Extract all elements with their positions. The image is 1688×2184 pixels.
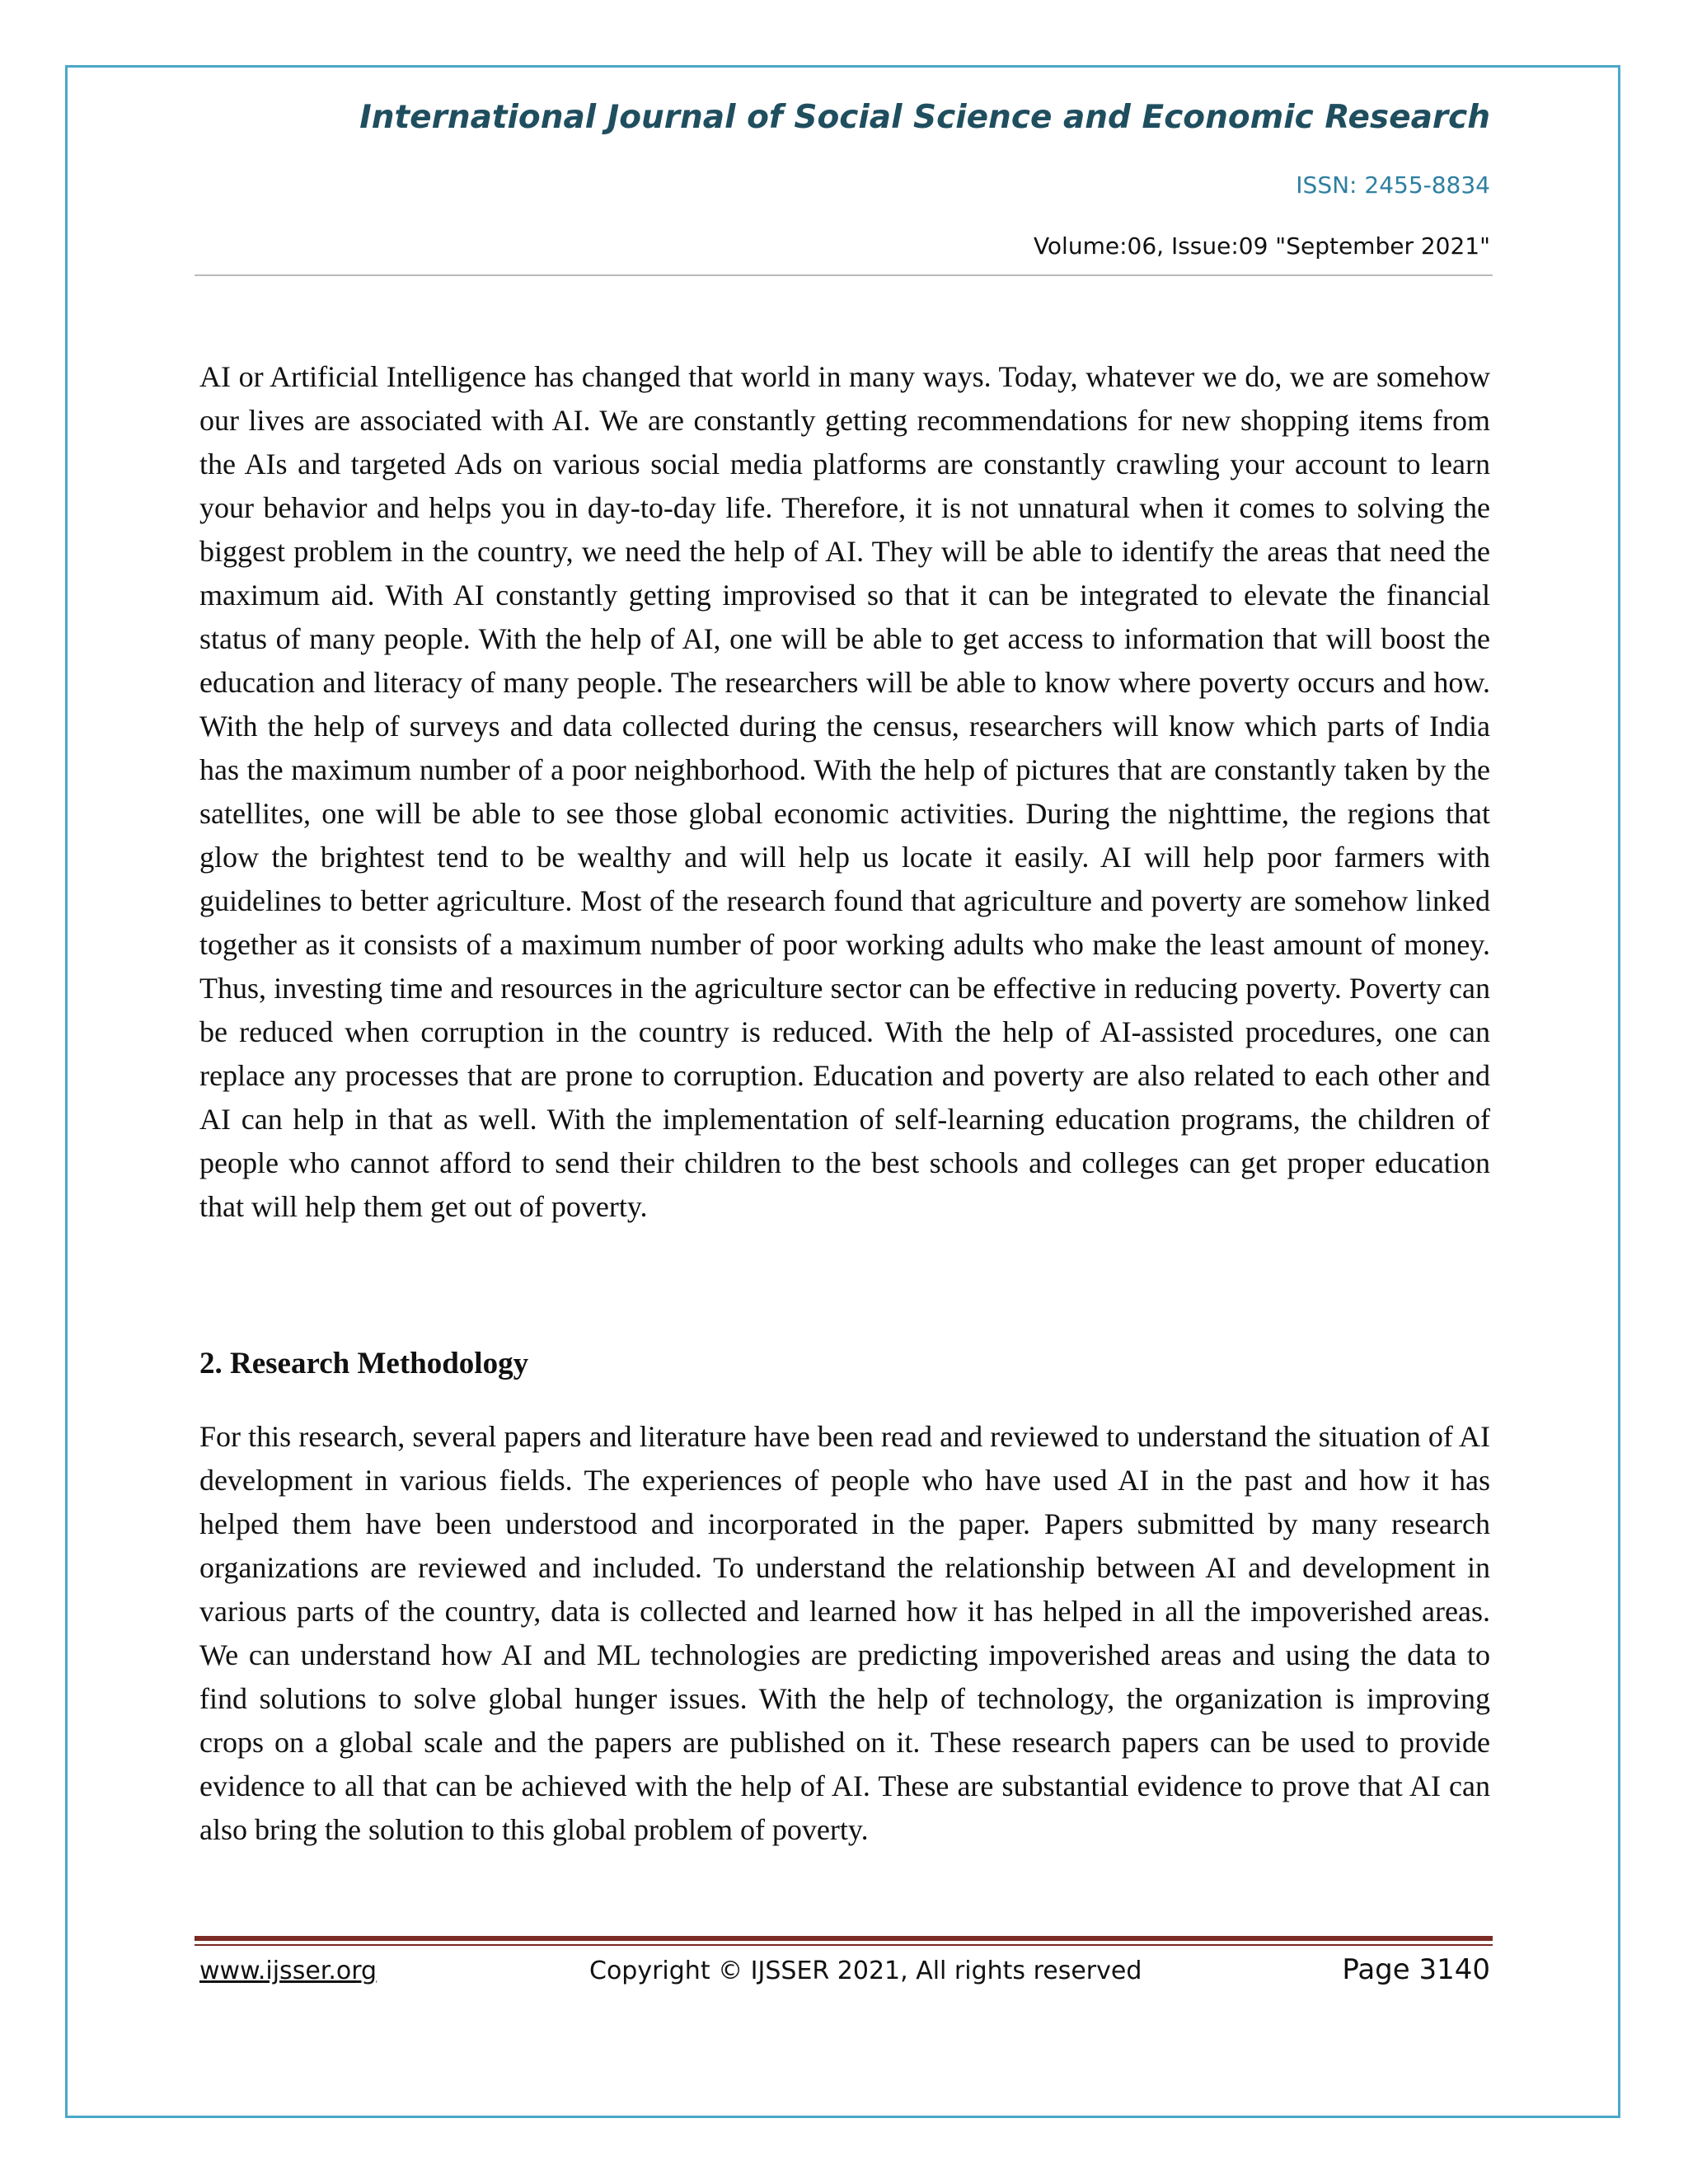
methodology-paragraph: For this research, several papers and literature have been read and reviewed to understand the situation of AI development in various fields. The experiences of people who have used AI in the past and how it has helped them have been understood and incorporated in the paper. Papers submitted by many research organizations are reviewed and included. To understand the relationship between AI and development in various parts of the country, data is collected and learned how it has helped in all the impoverished areas. We can understand how AI and ML technologies are predicting impoverished areas and using the data to find solutions to solve global hunger issues. With the help of technology, the organization is improving crops on a global scale and the papers are published on it. These research papers can be used to provide evidence to all that can be achieved with the help of AI. These are substantial evidence to prove that AI can also bring the solution to this global problem of poverty. — [199, 1420, 1490, 1846]
header-divider — [195, 274, 1493, 276]
website-link[interactable]: www.ijsser.org — [199, 1957, 377, 1985]
journal-title: International Journal of Social Science and Economic Research — [359, 99, 1490, 136]
issn: ISSN: 2455-8834 — [1296, 171, 1490, 199]
volume-issue: Volume:06, Issue:09 "September 2021" — [1033, 232, 1490, 260]
intro-paragraph: AI or Artificial Intelligence has changed that world in many ways. Today, whatever we do, we are somehow our lives are associated with AI. We are constantly getting recommendations for new shopping items from the AIs and targeted Ads on various social media platforms are constantly crawling your account to learn your behavior and helps you in day-to-day life. Therefore, it is not unnatural when it comes to solving the biggest problem in the country, we need the help of AI. They will be able to identify the areas that need the maximum aid. With AI constantly getting improvised so that it can be integrated to elevate the financial status of many people. With the help of AI, one will be able to get access to information that will boost the education and literacy of many people. The researchers will be able to know where poverty occurs and how. With the help of surveys and data collected during the census, researchers will know which parts of India has the maximum number of a poor neighborhood. With the help of pictures that are constantly taken by the satellites, one will be able to see those global economic activities. During the nighttime, the regions that glow the brightest tend to be wealthy and will help us locate it easily. AI will help poor farmers with guidelines to better agriculture. Most of the research found that agriculture and poverty are somehow linked together as it consists of a maximum number of poor working adults who make the least amount of money. Thus, investing time and resources in the agriculture sector can be effective in reducing poverty. Poverty can be reduced when corruption in the country is reduced. With the help of AI-assisted procedures, one can replace any processes that are prone to corruption. Education and poverty are also related to each other and AI can help in that as well. With the implementation of self-learning education programs, the children of people who cannot afford to send their children to the best schools and colleges can get proper education that will help them get out of poverty. — [199, 360, 1490, 1223]
footer-divider — [195, 1936, 1493, 1941]
copyright-notice: Copyright © IJSSER 2021, All rights reserved — [589, 1957, 1142, 1985]
footer-divider-thin — [195, 1944, 1493, 1946]
section-heading: 2. Research Methodology — [199, 1347, 529, 1380]
page-number: Page 3140 — [1342, 1953, 1490, 1986]
